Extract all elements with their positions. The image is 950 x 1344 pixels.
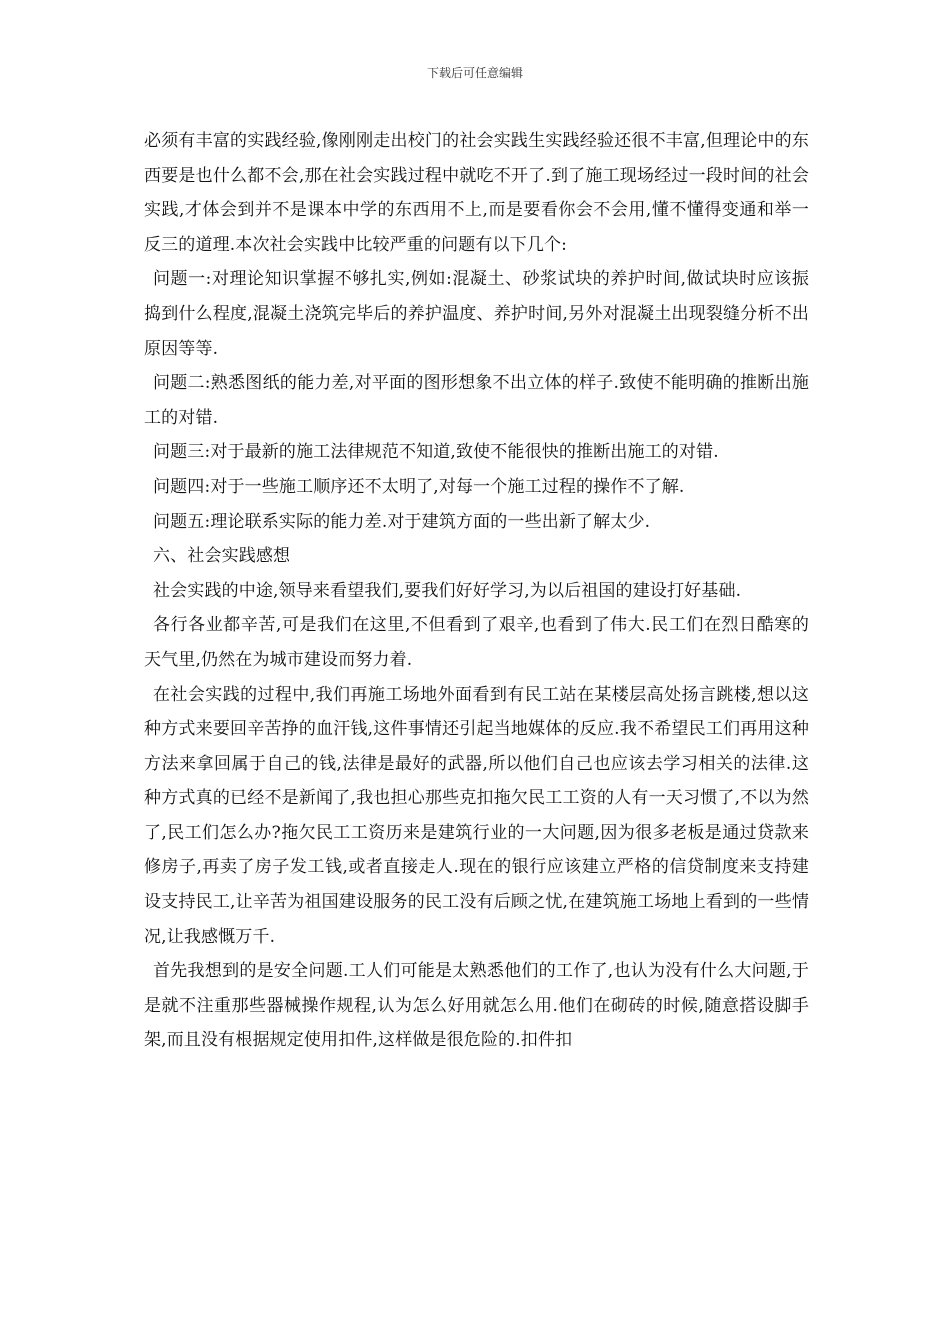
paragraph-leader-visit: 社会实践的中途,领导来看望我们,要我们好好学习,为以后祖国的建设打好基础.: [153, 580, 742, 601]
paragraph-problem-four: 问题四:对于一些施工顺序还不太明了,对每一个施工过程的操作不了解.: [153, 476, 685, 497]
paragraph-problem-three: 问题三:对于最新的施工法律规范不知道,致使不能很快的推断出施工的对错.: [153, 442, 719, 463]
paragraph-safety-issues: 首先我想到的是安全问题.工人们可能是太熟悉他们的工作了,也认为没有什么大问题,于是就不注重那些器械操作规程,认为怎么好用就怎么用.他们在砌砖的时候,随意搭设脚手架,而且没有根据规定使用扣件,这样做是很危险的.扣件扣: [144, 961, 809, 1051]
paragraph-problem-one: 问题一:对理论知识掌握不够扎实,例如:混凝土、砂浆试块的养护时间,做试块时应该振捣到什么程度,混凝土浇筑完毕后的养护温度、养护时间,另外对混凝土出现裂缝分析不出原因等等.: [144, 269, 809, 359]
page-header: 下载后可任意编辑: [426, 66, 523, 80]
paragraph-problem-two: 问题二:熟悉图纸的能力差,对平面的图形想象不出立体的样子.致使不能明确的推断出施工的对错.: [144, 373, 809, 428]
paragraph-wage-arrears: 在社会实践的过程中,我们再施工场地外面看到有民工站在某楼层高处扬言跳楼,想以这种方式来要回辛苦挣的血汗钱,这件事情还引起当地媒体的反应.我不希望民工们再用这种方法来拿回属于自己的钱,法律是最好的武器,所以他们自己也应该去学习相关的法律.这种方式真的已经不是新闻了,我也担心那些克扣拖欠民工工资的人有一天习惯了,不以为然了,民工们怎么办?拖欠民工工资历来是建筑行业的一大问题,因为很多老板是通过贷款来修房子,再卖了房子发工钱,或者直接走人.现在的银行应该建立严格的信贷制度来支持建设支持民工,让辛苦为祖国建设服务的民工没有后顾之忧,在建筑施工场地上看到的一些情况,让我感慨万千.: [144, 684, 809, 947]
section-heading-reflections: 六、社会实践感想: [153, 546, 291, 567]
paragraph-practice-experience: 必须有丰富的实践经验,像刚刚走出校门的社会实践生实践经验还很不丰富,但理论中的东西要是也什么都不会,那在社会实践过程中就吃不开了.到了施工现场经过一段时间的社会实践,才体会到并不是课本中学的东西用不上,而是要看你会不会用,懂不懂得变通和举一反三的道理.本次社会实践中比较严重的问题有以下几个:: [144, 131, 809, 255]
paragraph-problem-five: 问题五:理论联系实际的能力差.对于建筑方面的一些出新了解太少.: [153, 511, 651, 532]
document-body: [144, 124, 809, 1058]
paragraph-workers-hardship: 各行各业都辛苦,可是我们在这里,不但看到了艰辛,也看到了伟大.民工们在烈日酷寒的天气里,仍然在为城市建设而努力着.: [144, 615, 809, 670]
